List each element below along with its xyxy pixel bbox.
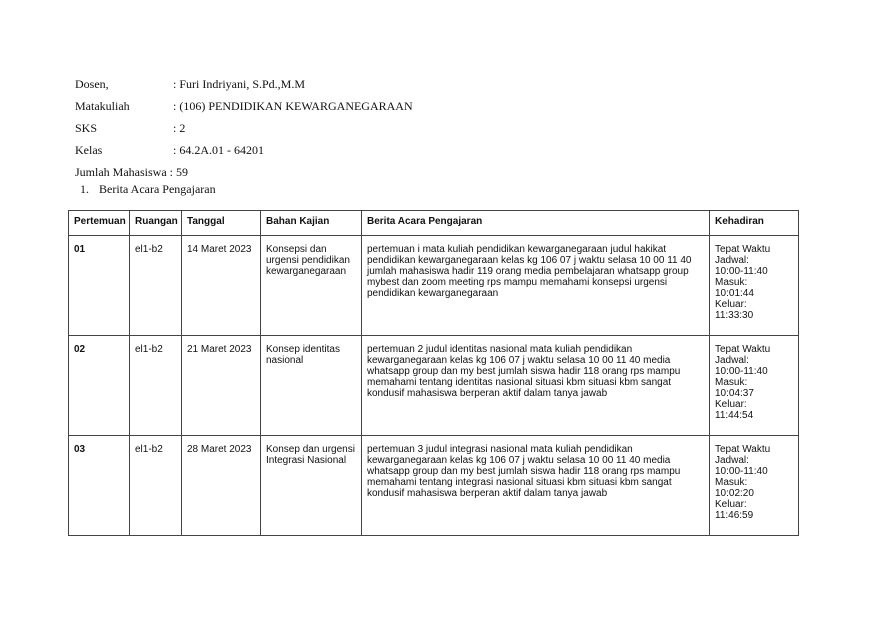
dosen-row (75, 73, 413, 95)
bahan-kajian-cell: Konsepsi dan urgensi pendidikan kewarganegaraan (261, 236, 362, 336)
column-header-berita-acara: Berita Acara Pengajaran (362, 211, 710, 236)
pertemuan-cell: 01 (69, 236, 130, 336)
jadwal-value: 10:00-11:40 (715, 366, 768, 377)
column-header-pertemuan: Pertemuan (69, 211, 130, 236)
pertemuan-cell: 03 (69, 436, 130, 536)
keluar-value: 11:44:54 (715, 410, 754, 421)
matakuliah-label: Matakuliah (75, 99, 130, 113)
kelas-row (75, 139, 413, 161)
tanggal-cell: 14 Maret 2023 (182, 236, 261, 336)
dosen-value: : Furi Indriyani, S.Pd.,M.M (173, 77, 306, 91)
section-title: Berita Acara Pengajaran (99, 182, 216, 196)
keluar-label: Keluar: (715, 299, 747, 310)
table-row (69, 436, 799, 536)
table-row (69, 236, 799, 336)
section-number: 1. (80, 182, 89, 196)
matakuliah-row (75, 95, 413, 117)
masuk-label: Masuk: (715, 377, 748, 388)
ruangan-cell: el1-b2 (130, 236, 182, 336)
ruangan-cell: el1-b2 (130, 436, 182, 536)
kelas-value: : 64.2A.01 - 64201 (173, 143, 264, 157)
pertemuan-cell: 02 (69, 336, 130, 436)
jadwal-label: Jadwal: (715, 455, 749, 466)
tanggal-cell: 21 Maret 2023 (182, 336, 261, 436)
keluar-value: 11:46:59 (715, 510, 754, 521)
column-header-bahan-kajian: Bahan Kajian (261, 211, 362, 236)
jumlah-mahasiswa-label: Jumlah Mahasiswa (75, 165, 167, 179)
jadwal-label: Jadwal: (715, 255, 749, 266)
bahan-kajian-cell: Konsep identitas nasional (261, 336, 362, 436)
keluar-value: 11:33:30 (715, 310, 754, 321)
column-header-kehadiran: Kehadiran (710, 211, 799, 236)
table-header-row (69, 211, 799, 236)
attendance-status: Tepat Waktu (715, 444, 771, 455)
berita-acara-cell: pertemuan 3 judul integrasi nasional mata kuliah pendidikan kewarganegaraan kelas kg 106 07 j waktu selasa 10 00 11 40 media whatsapp group dan my best jumlah siswa hadir 118 orang rps mampu memahami tentang integrasi nasional situasi kbm situasi kbm sangat kondusif mahasiswa berperan aktif dalam tanya jawab (362, 436, 710, 536)
keluar-label: Keluar: (715, 499, 747, 510)
keluar-label: Keluar: (715, 399, 747, 410)
section-heading (80, 182, 216, 197)
ruangan-cell: el1-b2 (130, 336, 182, 436)
masuk-label: Masuk: (715, 477, 748, 488)
jadwal-label: Jadwal: (715, 355, 749, 366)
teaching-report-table (68, 210, 799, 536)
berita-acara-cell: pertemuan i mata kuliah pendidikan kewarganegaraan judul hakikat pendidikan kewarganegaraan kelas kg 106 07 j waktu selasa 10 00 11 40 jumlah mahasiswa hadir 119 orang media pembelajaran whatsapp group mybest dan zoom meeting rps mampu memahami konsepsi urgensi pendidikan kewarganegaraan (362, 236, 710, 336)
kehadiran-cell (710, 236, 799, 336)
masuk-value: 10:02:20 (715, 488, 754, 499)
column-header-ruangan: Ruangan (130, 211, 182, 236)
kehadiran-cell (710, 436, 799, 536)
sks-row (75, 117, 413, 139)
kelas-label: Kelas (75, 143, 103, 157)
masuk-label: Masuk: (715, 277, 748, 288)
berita-acara-cell: pertemuan 2 judul identitas nasional mata kuliah pendidikan kewarganegaraan kelas kg 106 07 j waktu selasa 10 00 11 40 media whatsapp group dan my best jumlah siswa hadir 118 orang rps mampu memahami tentang identitas nasional situasi kbm situasi kbm sangat kondusif mahasiswa berperan aktif dalam tanya jawab (362, 336, 710, 436)
attendance-status: Tepat Waktu (715, 244, 771, 255)
sks-value: : 2 (173, 121, 186, 135)
course-info (75, 73, 413, 183)
sks-label: SKS (75, 121, 98, 135)
masuk-value: 10:01:44 (715, 288, 754, 299)
jadwal-value: 10:00-11:40 (715, 466, 768, 477)
tanggal-cell: 28 Maret 2023 (182, 436, 261, 536)
bahan-kajian-cell: Konsep dan urgensi Integrasi Nasional (261, 436, 362, 536)
jumlah-mahasiswa-value: : 59 (166, 165, 188, 179)
column-header-tanggal: Tanggal (182, 211, 261, 236)
jumlah-mahasiswa-row (75, 161, 413, 183)
table-row (69, 336, 799, 436)
matakuliah-value: : (106) PENDIDIKAN KEWARGANEGARAAN (173, 99, 413, 113)
kehadiran-cell (710, 336, 799, 436)
jadwal-value: 10:00-11:40 (715, 266, 768, 277)
dosen-label: Dosen, (75, 77, 109, 91)
attendance-status: Tepat Waktu (715, 344, 771, 355)
masuk-value: 10:04:37 (715, 388, 754, 399)
